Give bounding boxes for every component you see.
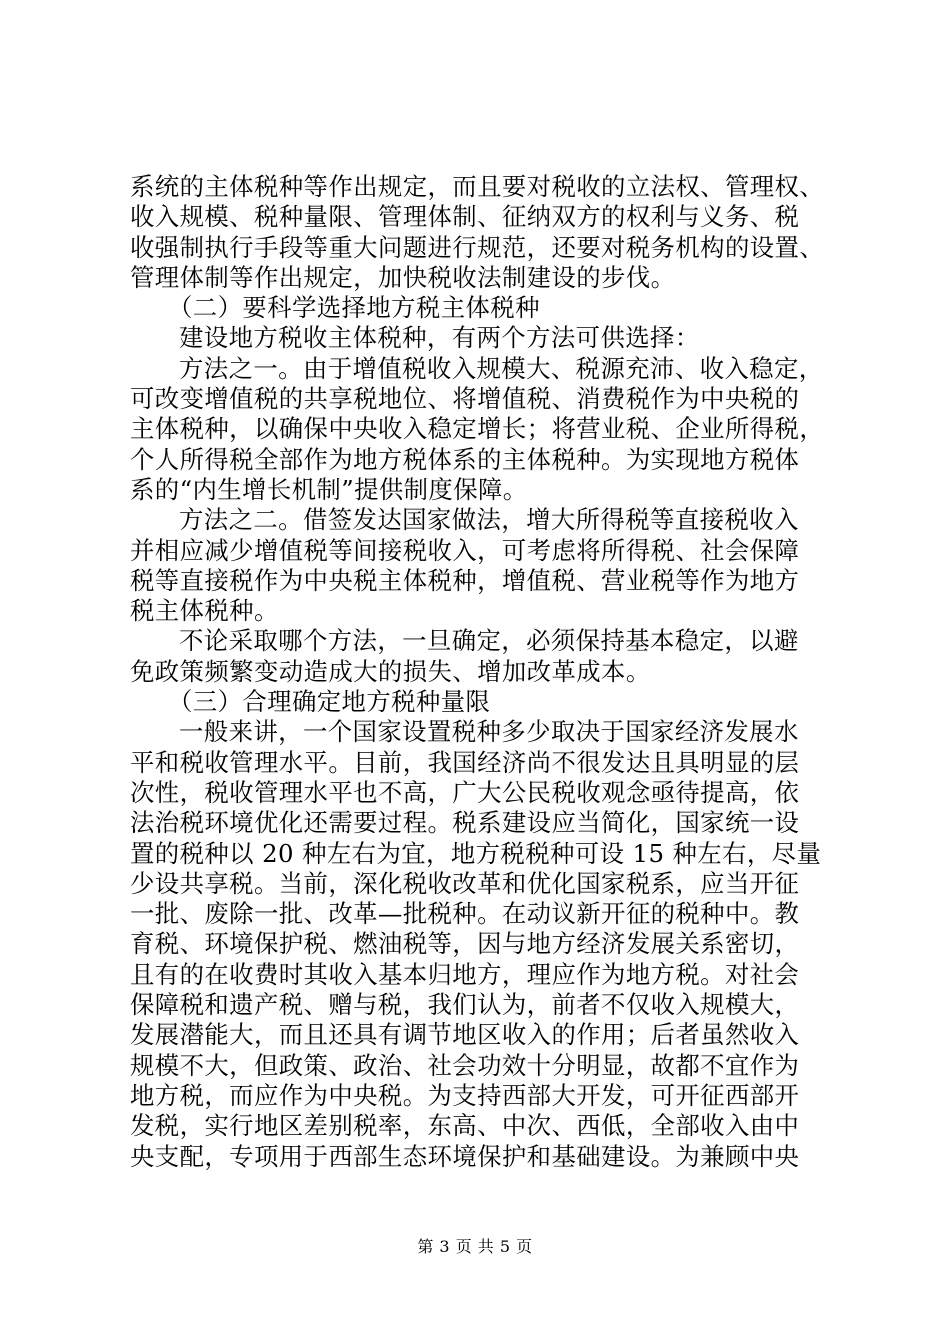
text-line: 一批、废除一批、改革—批税种。在动议新开征的税种中。教 bbox=[130, 899, 800, 929]
text-line: 收入规模、税种量限、管理体制、征纳双方的权利与义务、税 bbox=[130, 202, 800, 232]
text-line: 次性，税收管理水平也不高，广大公民税收观念亟待提高，依 bbox=[130, 777, 800, 807]
text-line: 育税、环境保护税、燃油税等，因与地方经济发展关系密切， bbox=[130, 929, 800, 959]
text-line: 免政策频繁变动造成大的损失、增加改革成本。 bbox=[130, 656, 651, 686]
text-line: 个人所得税全部作为地方税体系的主体税种。为实现地方税体 bbox=[130, 444, 800, 474]
text-line: 法治税环境优化还需要过程。税系建设应当简化，国家统一设 bbox=[130, 808, 800, 838]
text-line: 且有的在收费时其收入基本归地方，理应作为地方税。对社会 bbox=[130, 959, 800, 989]
text-line: 方法之二。借签发达国家做法，增大所得税等直接税收入 bbox=[179, 505, 799, 535]
text-line: 建设地方税收主体税种，有两个方法可供选择： bbox=[179, 323, 700, 353]
section-heading: （三）合理确定地方税种量限 bbox=[168, 687, 491, 717]
text-line: 不论采取哪个方法，一旦确定，必须保持基本稳定，以避 bbox=[179, 626, 799, 656]
text-line: 央支配，专项用于西部生态环境保护和基础建设。为兼顾中央 bbox=[130, 1141, 800, 1171]
text-line: 系的“内生增长机制”提供制度保障。 bbox=[130, 474, 528, 504]
text-line: 发展潜能大，而且还具有调节地区收入的作用；后者虽然收入 bbox=[130, 1020, 800, 1050]
text-line: 少设共享税。当前，深化税收改革和优化国家税系，应当开征 bbox=[130, 868, 800, 898]
body-text bbox=[130, 172, 824, 1172]
text-line: 地方税，而应作为中央税。为支持西部大开发，可开征西部开 bbox=[130, 1080, 800, 1110]
text-line: 税主体税种。 bbox=[130, 596, 279, 626]
text-line: 税等直接税作为中央税主体税种，增值税、营业税等作为地方 bbox=[130, 565, 800, 595]
text-line: 并相应减少增值税等间接税收入，可考虑将所得税、社会保障 bbox=[130, 535, 800, 565]
text-line: 方法之一。由于增值税收入规模大、税源充沛、收入稳定， bbox=[179, 353, 824, 383]
text-line: 收强制执行手段等重大问题进行规范，还要对税务机构的设置、 bbox=[130, 232, 825, 262]
text-line: 规模不大，但政策、政治、社会功效十分明显，故都不宜作为 bbox=[130, 1050, 800, 1080]
text-line: 发税，实行地区差别税率，东高、中次、西低，全部收入由中 bbox=[130, 1111, 800, 1141]
text-line: 可改变增值税的共享税地位、将增值税、消费税作为中央税的 bbox=[130, 384, 800, 414]
text-line: 保障税和遗产税、赠与税，我们认为，前者不仅收入规模大， bbox=[130, 990, 800, 1020]
text-line: 主体税种，以确保中央收入稳定增长；将营业税、企业所得税， bbox=[130, 414, 825, 444]
text-line: 置的税种以 20 种左右为宜，地方税税种可设 15 种左右，尽量 bbox=[130, 838, 822, 868]
text-line: 平和税收管理水平。目前，我国经济尚不很发达且具明显的层 bbox=[130, 747, 800, 777]
text-line: 管理体制等作出规定，加快税收法制建设的步伐。 bbox=[130, 262, 676, 292]
section-heading: （二）要科学选择地方税主体税种 bbox=[168, 293, 540, 323]
text-line: 一般来讲，一个国家设置税种多少取决于国家经济发展水 bbox=[179, 717, 799, 747]
page-footer: 第 3 页 共 5 页 bbox=[417, 1237, 533, 1256]
text-line: 系统的主体税种等作出规定，而且要对税收的立法权、管理权、 bbox=[130, 172, 825, 201]
